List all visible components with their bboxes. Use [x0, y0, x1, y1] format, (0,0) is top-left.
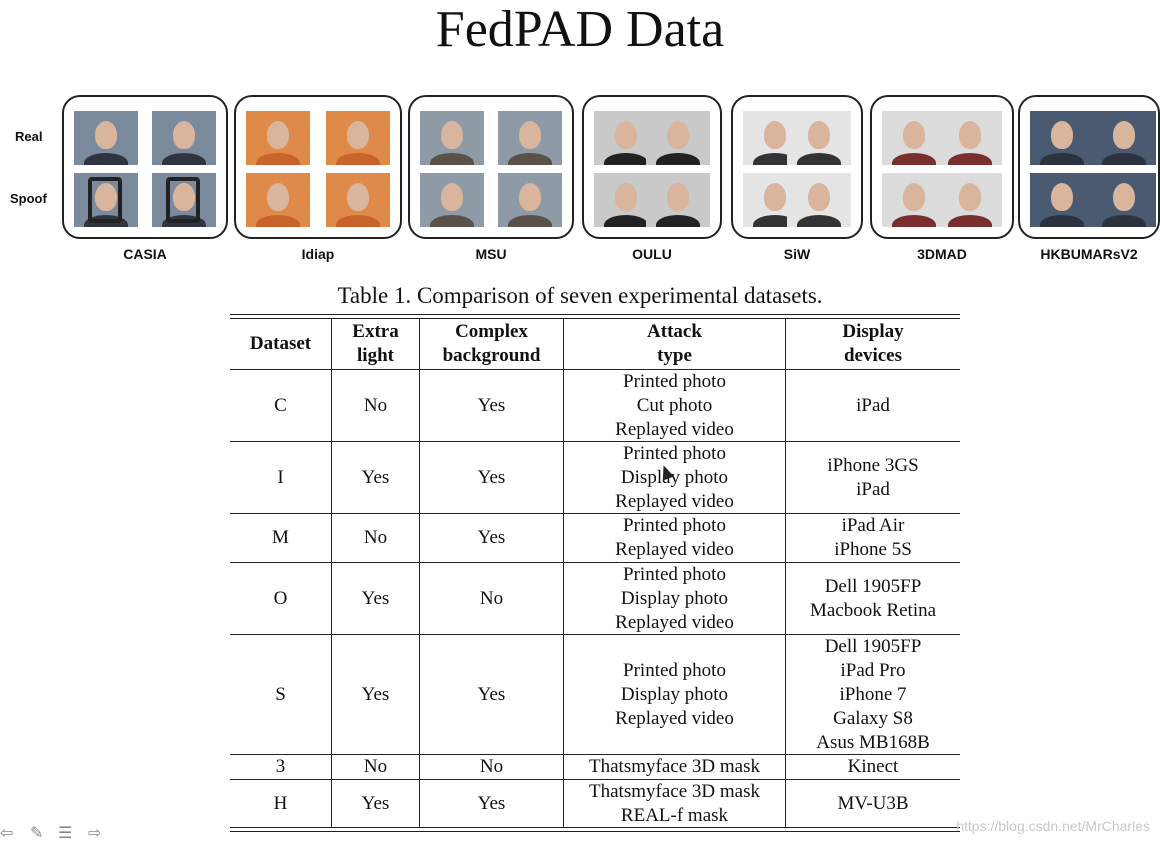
watermark: https://blog.csdn.net/MrCharles	[956, 818, 1150, 834]
header-attack-type: Attack type	[647, 321, 702, 366]
dataset-panel	[731, 95, 863, 239]
real-face-image	[74, 111, 138, 165]
cell-dataset: C	[274, 394, 287, 416]
real-face-image	[246, 111, 310, 165]
cell-dataset: 3	[275, 756, 286, 777]
spoof-face-image	[938, 173, 1002, 227]
cell-extra-light: Yes	[361, 466, 390, 488]
cell-complex-background: Yes	[477, 792, 506, 814]
cell-dataset: O	[273, 587, 288, 609]
cell-extra-light: No	[363, 527, 388, 548]
cell-complex-background: Yes	[477, 466, 506, 488]
next-arrow-icon[interactable]: ⇨	[88, 823, 102, 842]
cell-display-devices: iPad	[856, 394, 890, 416]
cell-attack-type: Printed photo Display photo Replayed video	[615, 659, 734, 729]
cell-attack-type: Thatsmyface 3D mask REAL-f mask	[589, 780, 760, 826]
dataset-panel	[234, 95, 402, 239]
slide-nav-controls	[0, 823, 120, 842]
real-face-image	[152, 111, 216, 165]
header-extra-light: Extra light	[352, 321, 399, 366]
dataset-name-label: SiW	[783, 246, 811, 262]
cell-extra-light: Yes	[361, 792, 390, 814]
header-complex-background: Complex background	[442, 321, 541, 366]
dataset-panel	[582, 95, 722, 239]
cell-complex-background: Yes	[477, 394, 506, 416]
spoof-face-image	[787, 173, 851, 227]
real-face-image	[326, 111, 390, 165]
cell-dataset: H	[273, 792, 288, 814]
spoof-face-image	[152, 173, 216, 227]
real-face-image	[1092, 111, 1156, 165]
cell-complex-background: Yes	[477, 527, 506, 548]
cell-attack-type: Thatsmyface 3D mask	[589, 756, 760, 777]
dataset-name-label: HKBUMARsV2	[1040, 246, 1138, 262]
dataset-name-label: 3DMAD	[917, 246, 967, 262]
cell-complex-background: Yes	[477, 683, 506, 705]
cell-attack-type: Printed photo Display photo Replayed video	[615, 442, 734, 512]
real-face-image	[646, 111, 710, 165]
dataset-panel	[408, 95, 574, 239]
table-top-rule	[230, 314, 960, 315]
dataset-panel	[870, 95, 1014, 239]
spoof-face-image	[326, 173, 390, 227]
real-face-image	[938, 111, 1002, 165]
menu-icon[interactable]: ☰	[58, 823, 73, 842]
prev-arrow-icon[interactable]: ⇦	[0, 823, 14, 842]
dataset-name-label: CASIA	[123, 246, 167, 262]
real-face-image	[882, 111, 946, 165]
dataset-name-label: Idiap	[301, 246, 335, 262]
spoof-row-label: Spoof	[10, 191, 47, 206]
header-dataset: Dataset	[249, 333, 312, 354]
cell-display-devices: Dell 1905FP iPad Pro iPhone 7 Galaxy S8 Asus MB168B	[816, 635, 930, 753]
spoof-face-image	[882, 173, 946, 227]
spoof-face-image	[246, 173, 310, 227]
table-bottom-rule-2	[230, 831, 960, 832]
real-face-image	[787, 111, 851, 165]
spoof-face-image	[1092, 173, 1156, 227]
dataset-name-label: MSU	[475, 246, 507, 262]
spoof-face-image	[74, 173, 138, 227]
cell-complex-background: No	[479, 756, 504, 777]
cell-display-devices: iPhone 3GS iPad	[827, 454, 919, 500]
cell-display-devices: MV-U3B	[837, 792, 909, 814]
cell-attack-type: Printed photo Replayed video	[615, 515, 734, 560]
cell-dataset: M	[272, 527, 289, 548]
cell-extra-light: Yes	[361, 587, 390, 609]
slide-title: FedPAD Data	[435, 1, 725, 58]
cell-dataset: I	[277, 466, 284, 488]
dataset-panel	[62, 95, 228, 239]
cell-extra-light: Yes	[361, 683, 390, 705]
cell-attack-type: Printed photo Cut photo Replayed video	[615, 370, 734, 440]
spoof-face-image	[1030, 173, 1094, 227]
real-face-image	[1030, 111, 1094, 165]
real-row-label: Real	[15, 129, 43, 144]
dataset-name-label: OULU	[632, 246, 672, 262]
cell-complex-background: No	[479, 587, 504, 609]
spoof-face-image	[498, 173, 562, 227]
dataset-panel	[1018, 95, 1160, 239]
cell-extra-light: No	[363, 394, 388, 416]
cell-display-devices: iPad Air iPhone 5S	[834, 515, 912, 560]
cell-display-devices: Dell 1905FP Macbook Retina	[809, 575, 937, 621]
cell-extra-light: No	[363, 756, 388, 777]
cell-attack-type: Printed photo Display photo Replayed video	[615, 563, 734, 633]
pen-icon[interactable]: ✎	[30, 823, 44, 842]
cell-display-devices: Kinect	[847, 756, 899, 777]
spoof-face-image	[646, 173, 710, 227]
real-face-image	[420, 111, 484, 165]
cell-dataset: S	[275, 683, 286, 705]
header-display-devices: Display devices	[842, 321, 904, 366]
spoof-face-image	[420, 173, 484, 227]
table-caption: Table 1. Comparison of seven experimental datasets.	[337, 283, 823, 308]
real-face-image	[498, 111, 562, 165]
